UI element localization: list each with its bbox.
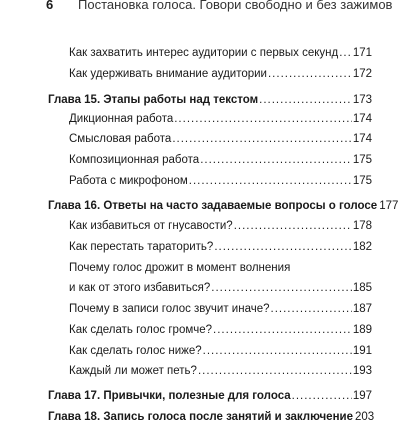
toc-chapter[interactable] bbox=[48, 410, 375, 424]
toc-chapter-title: Глава 17. Привычки, полезные для голоса bbox=[48, 390, 291, 402]
toc-entry[interactable] bbox=[69, 364, 372, 378]
toc-entry-page: 175 bbox=[352, 154, 372, 166]
toc-entry-title: Почему в записи голос звучит иначе? bbox=[69, 303, 270, 315]
toc-entry-title-line2: и как от этого избавиться? bbox=[69, 282, 211, 294]
toc-entry-title: Каждый ли может петь? bbox=[69, 365, 197, 377]
toc-entry[interactable] bbox=[69, 174, 372, 188]
dot-leader bbox=[211, 281, 352, 295]
toc-entry-title: Дикционная работа bbox=[69, 113, 174, 125]
toc-entry-page: 193 bbox=[352, 365, 372, 377]
toc-entry[interactable] bbox=[69, 302, 372, 316]
dot-leader bbox=[172, 132, 351, 146]
running-head bbox=[0, 0, 420, 18]
toc-entry-multiline[interactable] bbox=[69, 261, 372, 295]
toc-entry-page: 191 bbox=[352, 345, 372, 357]
toc-entry-title: Как перестать тараторить? bbox=[69, 241, 214, 253]
toc-entry-page: 182 bbox=[352, 241, 372, 253]
page-number: 6 bbox=[46, 0, 54, 12]
toc-entry[interactable] bbox=[69, 240, 372, 254]
dot-leader bbox=[271, 302, 352, 316]
dot-leader bbox=[292, 389, 352, 403]
toc-entry-title: Как удерживать внимание аудитории bbox=[69, 68, 267, 80]
dot-leader bbox=[213, 323, 352, 337]
toc-entry-title: Композиционная работа bbox=[69, 154, 200, 166]
toc-entry[interactable] bbox=[69, 323, 372, 337]
toc-chapter-title: Глава 15. Этапы работы над текстом bbox=[48, 94, 259, 106]
toc-entry[interactable] bbox=[69, 219, 372, 233]
toc-entry[interactable] bbox=[69, 344, 372, 358]
toc-entry-title: Как захватить интерес аудитории с первых секунд bbox=[69, 47, 339, 59]
toc-chapter[interactable] bbox=[48, 389, 372, 403]
toc-chapter-title: Глава 16. Ответы на часто задаваемые вопросы о голосе bbox=[48, 200, 378, 212]
toc-entry-title: Работа с микрофоном bbox=[69, 175, 188, 187]
dot-leader bbox=[234, 219, 352, 233]
toc-entry-title: Как сделать голос ниже? bbox=[69, 345, 202, 357]
toc-entry[interactable] bbox=[69, 67, 372, 81]
toc-chapter-page: 197 bbox=[352, 390, 372, 402]
toc-entry-page: 172 bbox=[352, 68, 372, 80]
toc-chapter[interactable] bbox=[48, 199, 399, 213]
toc-entry-page: 189 bbox=[352, 324, 372, 336]
dot-leader bbox=[200, 153, 352, 167]
dot-leader bbox=[268, 67, 352, 81]
toc-entry-page: 185 bbox=[352, 282, 372, 294]
toc-chapter-page: 177 bbox=[379, 200, 399, 212]
toc-entry-page: 187 bbox=[352, 303, 372, 315]
toc-chapter-page: 173 bbox=[352, 94, 372, 106]
toc-entry-page: 171 bbox=[352, 47, 372, 59]
toc-entry-line2 bbox=[69, 281, 372, 295]
toc-entry-title-line1: Почему голос дрожит в момент волнения bbox=[69, 262, 291, 274]
toc-chapter-page: 203 bbox=[354, 411, 375, 423]
dot-leader bbox=[198, 364, 352, 378]
toc-entry[interactable] bbox=[69, 46, 372, 60]
running-title: Постановка голоса. Говори свободно и без зажимов bbox=[78, 0, 393, 12]
dot-leader bbox=[339, 46, 352, 60]
dot-leader bbox=[203, 344, 352, 358]
dot-leader bbox=[259, 93, 352, 107]
toc-entry[interactable] bbox=[69, 153, 372, 167]
dot-leader bbox=[214, 240, 352, 254]
toc-entry-page: 174 bbox=[352, 113, 372, 125]
toc-entry-title: Как сделать голос громче? bbox=[69, 324, 213, 336]
toc-entry-page: 178 bbox=[352, 220, 372, 232]
toc-entry[interactable] bbox=[69, 112, 372, 126]
toc-chapter-title: Глава 18. Запись голоса после занятий и заключение bbox=[48, 411, 353, 423]
toc-chapter[interactable] bbox=[48, 93, 372, 107]
toc-entry-title: Смысловая работа bbox=[69, 133, 172, 145]
toc-entry-page: 174 bbox=[352, 133, 372, 145]
toc-entry-page: 175 bbox=[352, 175, 372, 187]
toc-entry-title: Как избавиться от гнусавости? bbox=[69, 220, 233, 232]
toc-entry[interactable] bbox=[69, 132, 372, 146]
dot-leader bbox=[189, 174, 352, 188]
dot-leader bbox=[174, 112, 352, 126]
